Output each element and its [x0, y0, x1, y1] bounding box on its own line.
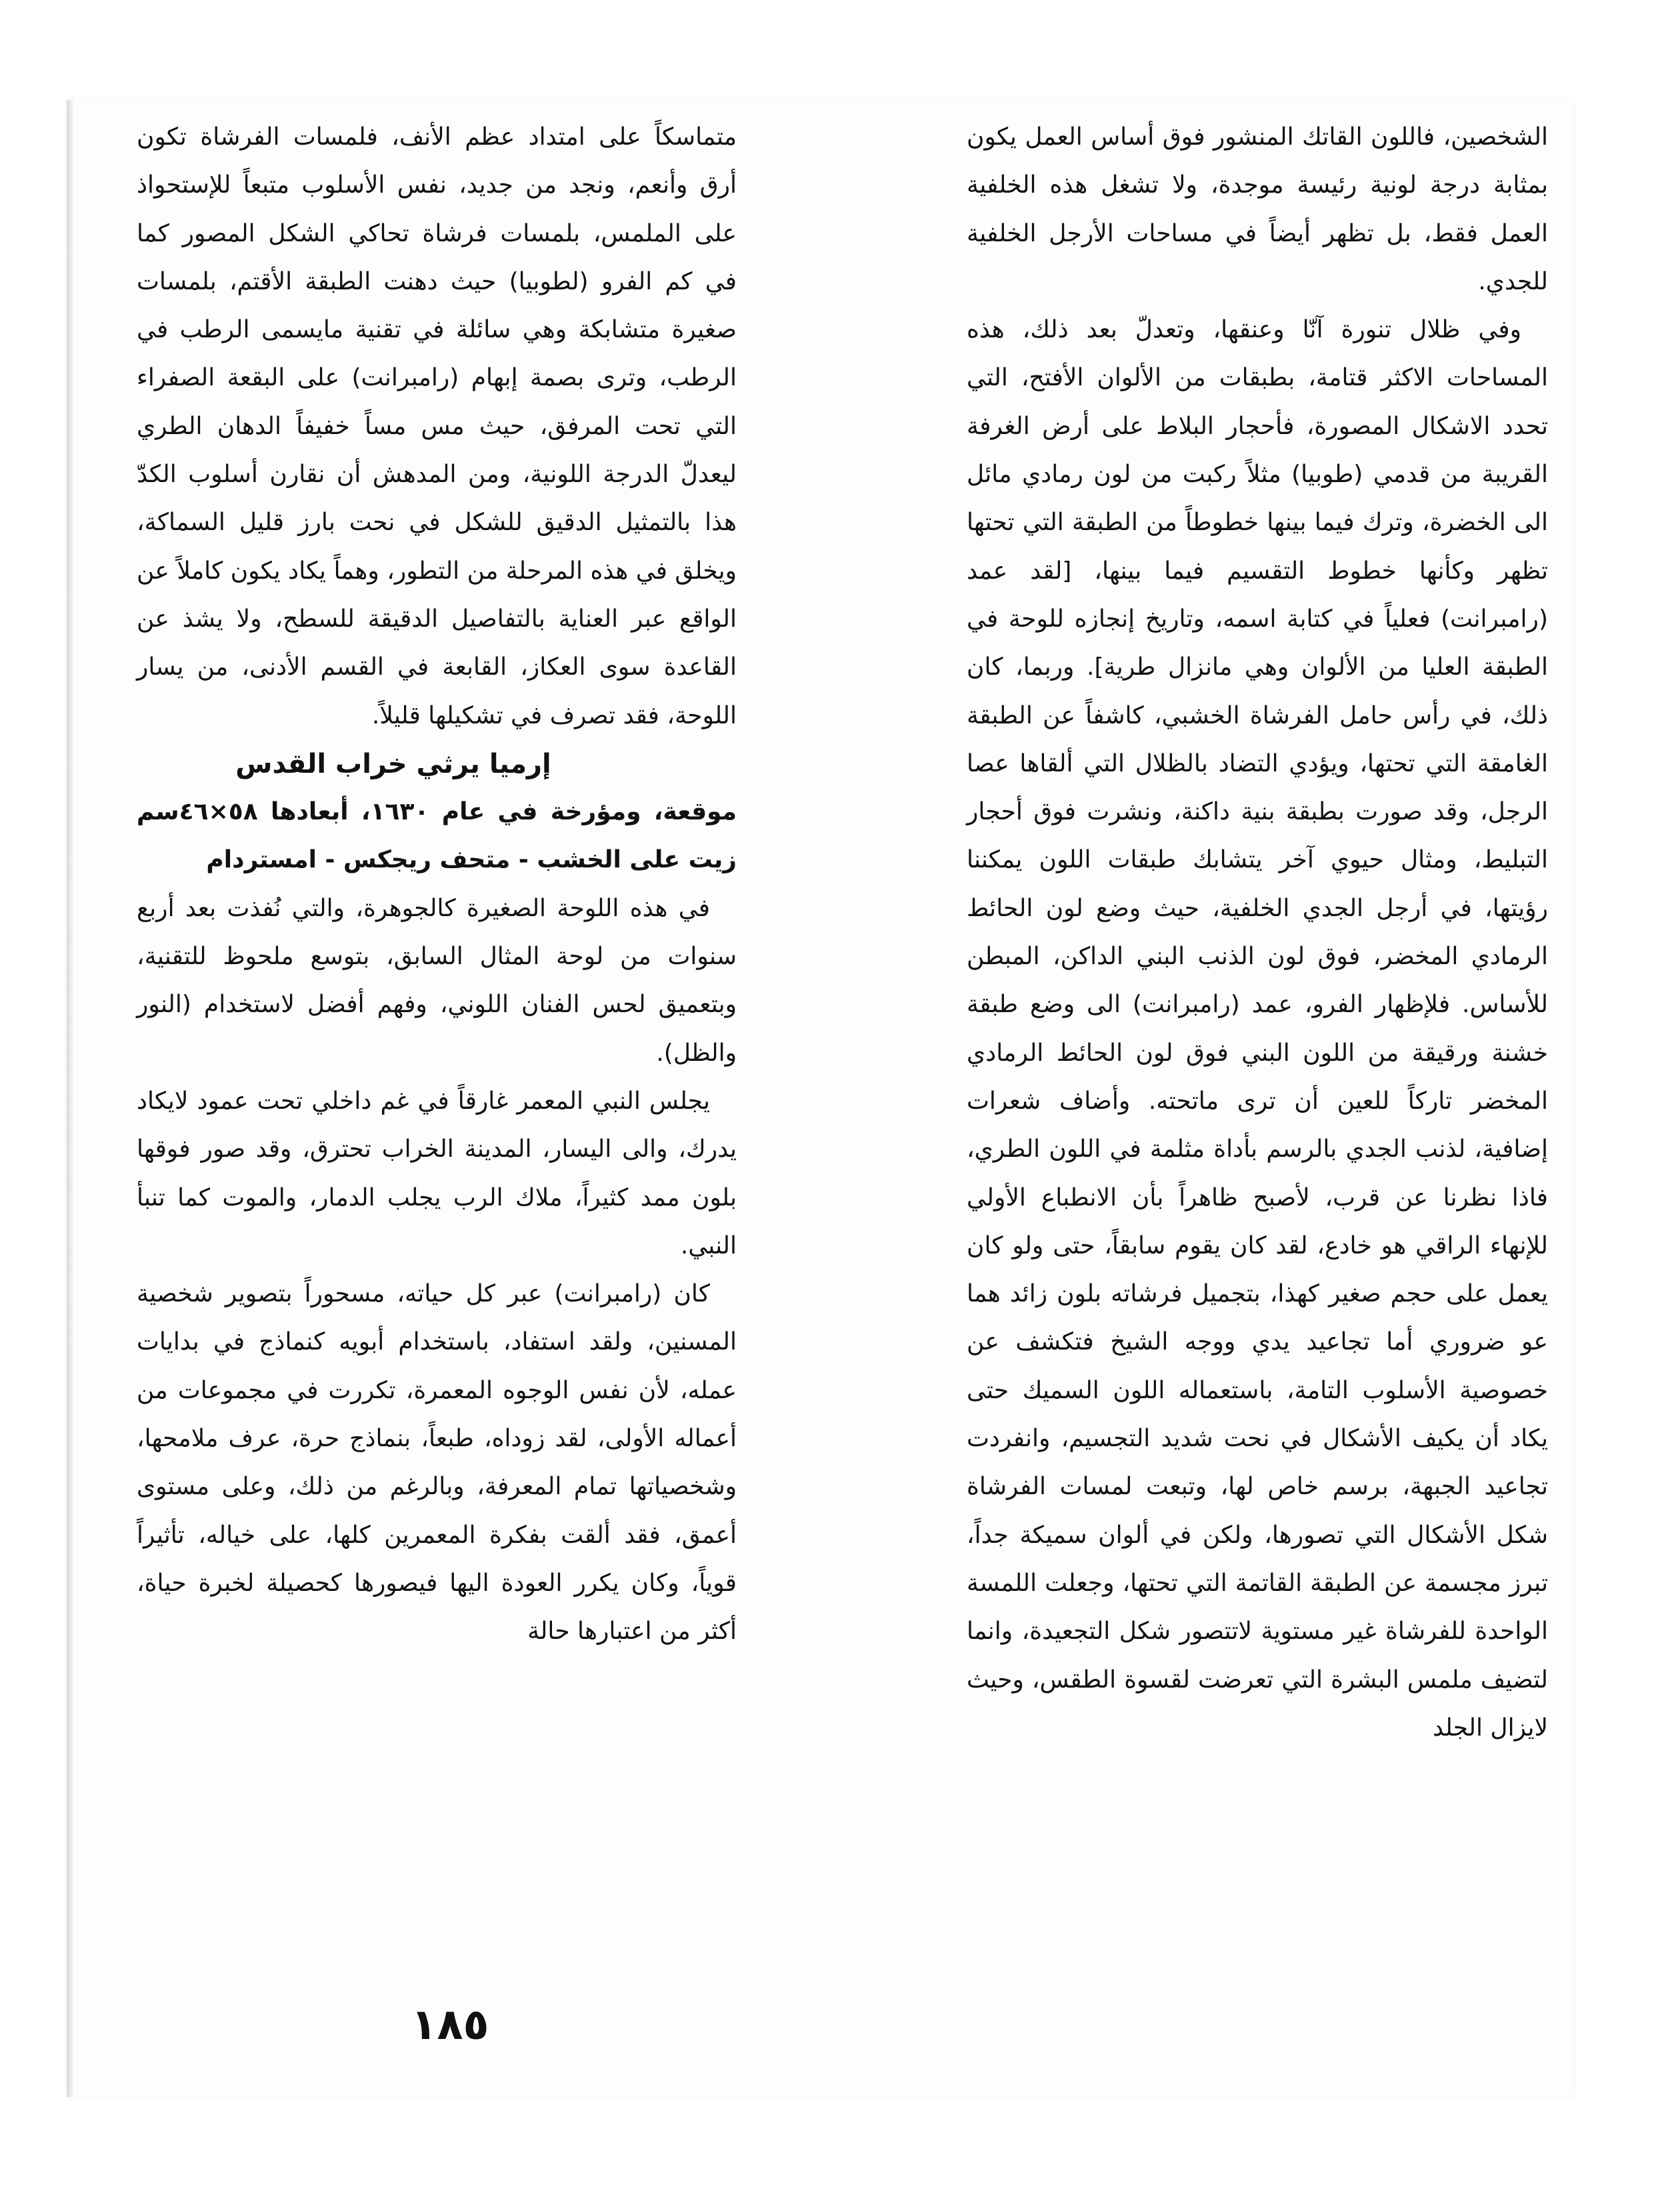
page-number: ١٨٥ [411, 2000, 489, 2050]
right-column-paragraph-2: وفي ظلال تنورة آنّا وعنقها، وتعدلّ بعد ذلك، هذه المساحات الاكثر قتامة، بطبقات من الألوان الأفتح، التي تحدد الاشكال المصورة، فأحجار البلاط على أرض الغرفة القريبة من قدمي (طوبيا) مثلاً ركبت من لون رمادي مائل الى الخضرة، وترك فيما بينها خطوطاً من الطبقة التي تحتها تظهر وكأنها خطوط التقسيم فيما بينها، [لقد عمد (رامبرانت) فعلياً في كتابة اسمه، وتاريخ إنجازه للوحة في الطبقة العليا من الألوان وهي مانزال طرية]. وربما، كان ذلك، في رأس حامل الفرشاة الخشبي، كاشفاً عن الطبقة الغامقة التي تحتها، ويؤدي التضاد بالظلال التي ألقاها عصا الرجل، وقد صورت بطبقة بنية داكنة، ونشرت فوق أحجار التبليط، ومثال حيوي آخر يتشابك طبقات اللون يمكننا رؤيتها، في أرجل الجدي الخلفية، حيث وضع لون الحائط الرمادي المخضر، فوق لون الذنب البني الداكن، المبطن للأساس. فلإظهار الفرو، عمد (رامبرانت) الى وضع طبقة خشنة ورقيقة من اللون البني فوق لون الحائط الرمادي المخضر تاركاً للعين أن ترى ماتحته. وأضاف شعرات إضافية، لذنب الجدي بالرسم بأداة مثلمة في اللون الطري، فاذا نظرنا عن قرب، لأصبح ظاهراً بأن الانطباع الأولي للإنهاء الراقي هو خادع، لقد كان يقوم سابقاً، حتى ولو كان يعمل على حجم صغير كهذا، بتجميل فرشاته بلون زائد هما عو ضروري أما تجاعيد يدي ووجه الشيخ فتكشف عن خصوصية الأسلوب التامة، باستعماله اللون السميك حتى يكاد أن يكيف الأشكال في نحت شديد التجسيم، وانفردت تجاعيد الجبهة، برسم خاص لها، وتبعت لمسات الفرشاة شكل الأشكال التي تصورها، ولكن في ألوان سميكة جداً، تبرز مجسمة عن الطبقة القاتمة التي تحتها، وجعلت اللمسة الواحدة للفرشاة غير مستوية لاتتصور شكل التجعيدة، وانما لتضيف ملمس البشرة التي تعرضت لقسوة الطقس، وحيث لايزال الجلد [967, 316, 1548, 1742]
artwork-title: إرميا يرثي خراب القدس [235, 748, 551, 779]
artwork-caption: موقعة، ومؤرخة في عام ١٦٣٠، أبعادها ٥٨×٤٦سم زيت على الخشب - متحف ريجكس - امستردام [137, 798, 737, 874]
left-column-paragraph-1: متماسكاً على امتداد عظم الأنف، فلمسات الفرشاة تكون أرق وأنعم، ونجد من جديد، نفس الأسلوب متبعاً للإستحواذ على الملمس، بلمسات فرشاة تحاكي الشكل المصور كما في كم الفرو (لطوبيا) حيث دهنت الطبقة الأقتم، بلمسات صغيرة متشابكة وهي سائلة في تقنية مايسمى الرطب في الرطب، وترى بصمة إبهام (رامبرانت) على البقعة الصفراء التي تحت المرفق، حيث مس مساً خفيفاً الدهان الطري ليعدلّ الدرجة اللونية، ومن المدهش أن نقارن أسلوب الكدّ هذا بالتمثيل الدقيق للشكل في نحت بارز قليل السماكة، ويخلق في هذه المرحلة من التطور، وهماً يكاد يكون كاملاً عن الواقع عبر العناية بالتفاصيل الدقيقة للسطح، ولا يشذ عن القاعدة سوى العكاز، القابعة في القسم الأدنى، من يسار اللوحة، فقد تصرف في تشكيلها قليلاً. [137, 123, 737, 729]
left-column-paragraph-2: في هذه اللوحة الصغيرة كالجوهرة، والتي نُفذت بعد أربع سنوات من لوحة المثال السابق، بتوسع ملحوظ للتقنية، وبتعميق لحس الفنان اللوني، وفهم أفضل لاستخدام (النور والظل). [137, 894, 737, 1067]
right-column [967, 113, 1548, 1752]
right-column-paragraph-1: الشخصين، فاللون القاتك المنشور فوق أساس العمل يكون بمثابة درجة لونية رئيسة موجدة، ولا تشغل هذه الخلفية العمل فقط، بل تظهر أيضاً في مساحات الأرجل الخلفية للجدي. [967, 123, 1548, 295]
left-column [137, 113, 737, 1656]
left-column-paragraph-4: كان (رامبرانت) عبر كل حياته، مسحوراً بتصوير شخصية المسنين، ولقد استفاد، باستخدام أبويه كنماذج في بدايات عمله، لأن نفس الوجوه المعمرة، تكررت في مجموعات من أعماله الأولى، لقد زوداه، طبعاً، بنماذج حرة، عرف ملامحها، وشخصياتها تمام المعرفة، وبالرغم من ذلك، وعلى مستوى أعمق، فقد ألقت بفكرة المعمرين كلها، على خياله، تأثيراً قوياً، وكان يكرر العودة اليها فيصورها كحصيلة لخبرة حياة، أكثر من اعتبارها حالة [137, 1280, 737, 1646]
left-column-paragraph-3: يجلس النبي المعمر غارقاً في غم داخلي تحت عمود لايكاد يدرك، والى اليسار، المدينة الخراب تحترق، وقد صور فوقها بلون ممد كثيراً، ملاك الرب يجلب الدمار، والموت كما تنبأ النبي. [137, 1087, 737, 1260]
scan-shadow-edge [67, 100, 73, 2097]
